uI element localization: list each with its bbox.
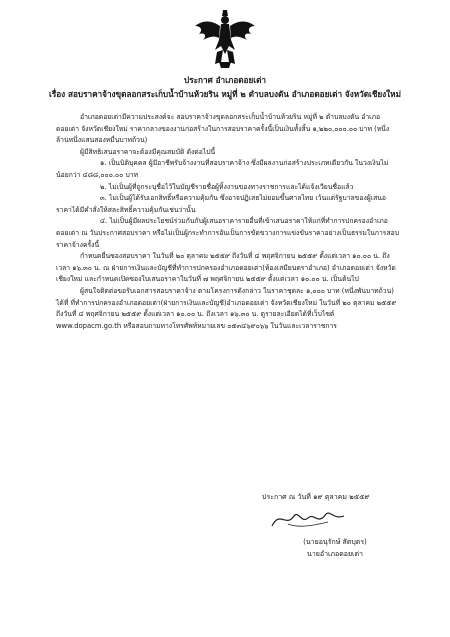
signer-block: [280, 536, 390, 560]
intro-paragraph: อำเภอดอยเต่ามีความประสงค์จะ สอบราคาจ้างขุดลอกสระเก็บน้ำบ้านห้วยริน หมู่ที่ ๒ ตำบลบงตัน อำเภอดอยเต่า จังหวัดเชียงใหม่ ราคากลางของงานก่อสร้างในการสอบราคาครั้งนี้เป็นเงินทั้งสิ้น ๑,๒๒๐,๐๐๐.๐๐ บาท (หนึ่งล้านหนึ่งแสนสองหมื่นบาทถ้วน): [56, 113, 390, 145]
announcement-body: [56, 112, 400, 332]
garuda-emblem: [193, 6, 257, 70]
qualification-item-2: ๒. ไม่เป็นผู้ที่ถูกระบุชื่อไว้ในบัญชีรายชื่อผู้ทิ้งงานของทางราชการและได้แจ้งเวียนชื่อแล้ว: [100, 182, 354, 191]
handwritten-signature: [268, 506, 348, 532]
signer-title: นายอำเภอดอยเต่า: [307, 550, 363, 558]
announcement-title: ประกาศ อำเภอดอยเต่า: [184, 75, 266, 85]
announced-date: ประกาศ ณ วันที่ ๑๙ ตุลาคม ๒๕๕๙: [262, 493, 370, 501]
signer-name: (นายอนุรักษ์ สัตบุตร): [303, 538, 367, 546]
qualification-item-1: ๑. เป็นนิติบุคคล ผู้มีอาชีพรับจ้างงานที่สอบราคาจ้าง ซึ่งมีผลงานก่อสร้างประเภทเดียวกัน ในวงเงินไม่น้อยกว่า ๔๘๘,๐๐๐.๐๐ บาท: [56, 159, 389, 179]
submission-schedule: กำหนดยื่นซองสอบราคา ในวันที่ ๒๐ ตุลาคม ๒๕๕๙ ถึงวันที่ ๔ พฤศจิกายน ๒๕๕๙ ตั้งแต่เวลา ๑๐.๐๐ น. ถึงเวลา ๑๖.๓๐ น. ณ ฝ่ายการเงินและบัญชีที่ทำการปกครองอำเภอดอยเต่า(ห้องเสมียนตราอำเภอ) อำเภอดอยเต่า จังหวัดเชียงใหม่ และกำหนดเปิดซองใบเสนอราคาในวันที่ ๗ พฤศจิกายน ๒๕๕๙ ตั้งแต่เวลา ๑๐.๐๐ น. เป็นต้นไป: [56, 252, 396, 284]
document-inquiry: ผู้สนใจติดต่อขอรับเอกสารสอบราคาจ้าง ตามโครงการดังกล่าว ในราคาชุดละ ๑,๐๐๐ บาท (หนึ่งพันบาทถ้วน) ได้ที่ ที่ทำการปกครองอำเภอดอยเต่า(ฝ่ายการเงินและบัญชี)อำเภอดอยเต่า จังหวัดเชียงใหม่ ในวันที่ ๒๐ ตุลาคม ๒๕๕๙ ถึงวันที่ ๔ พฤศจิกายน ๒๕๕๙ ตั้งแต่เวลา ๑๐.๐๐ น. ถึงเวลา ๑๖.๓๐ น. ดูรายละเอียดได้ที่เว็บไซต์ www.dopacm.go.th หรือสอบถามทางโทรศัพท์หมายเลข ๐๕๓๔๖๙๐๖๖ ในวันและเวลาราชการ: [56, 286, 397, 330]
qualification-item-3: ๓. ไม่เป็นผู้ได้รับเอกสิทธิ์หรือความคุ้มกัน ซึ่งอาจปฏิเสธไม่ยอมขึ้นศาลไทย เว้นแต่รัฐบาลของผู้เสนอราคาได้มีคำสั่งให้สละสิทธิ์ความคุ้มกันเช่นว่านั้น: [56, 194, 386, 214]
qualification-heading: ผู้มีสิทธิเสนอราคาจะต้องมีคุณสมบัติ ดังต่อไปนี้: [80, 147, 216, 156]
qualification-item-4: ๔. ไม่เป็นผู้มีผลประโยชน์ร่วมกันกับผู้เสนอราคารายอื่นที่เข้าเสนอราคาให้แก่ที่ทำการปกครองอำเภอดอยเต่า ณ วันประกาศสอบราคา หรือไม่เป็นผู้กระทำการอันเป็นการขัดขวางการแข่งขันราคาอย่างเป็นธรรมในการสอบราคาจ้างครั้งนี้: [56, 217, 400, 249]
announcement-subject: เรื่อง สอบราคาจ้างขุดลอกสระเก็บน้ำบ้านห้วยริน หมู่ที่ ๒ ตำบลบงตัน อำเภอดอยเต่า จังหวัดเชียงใหม่: [49, 89, 401, 99]
